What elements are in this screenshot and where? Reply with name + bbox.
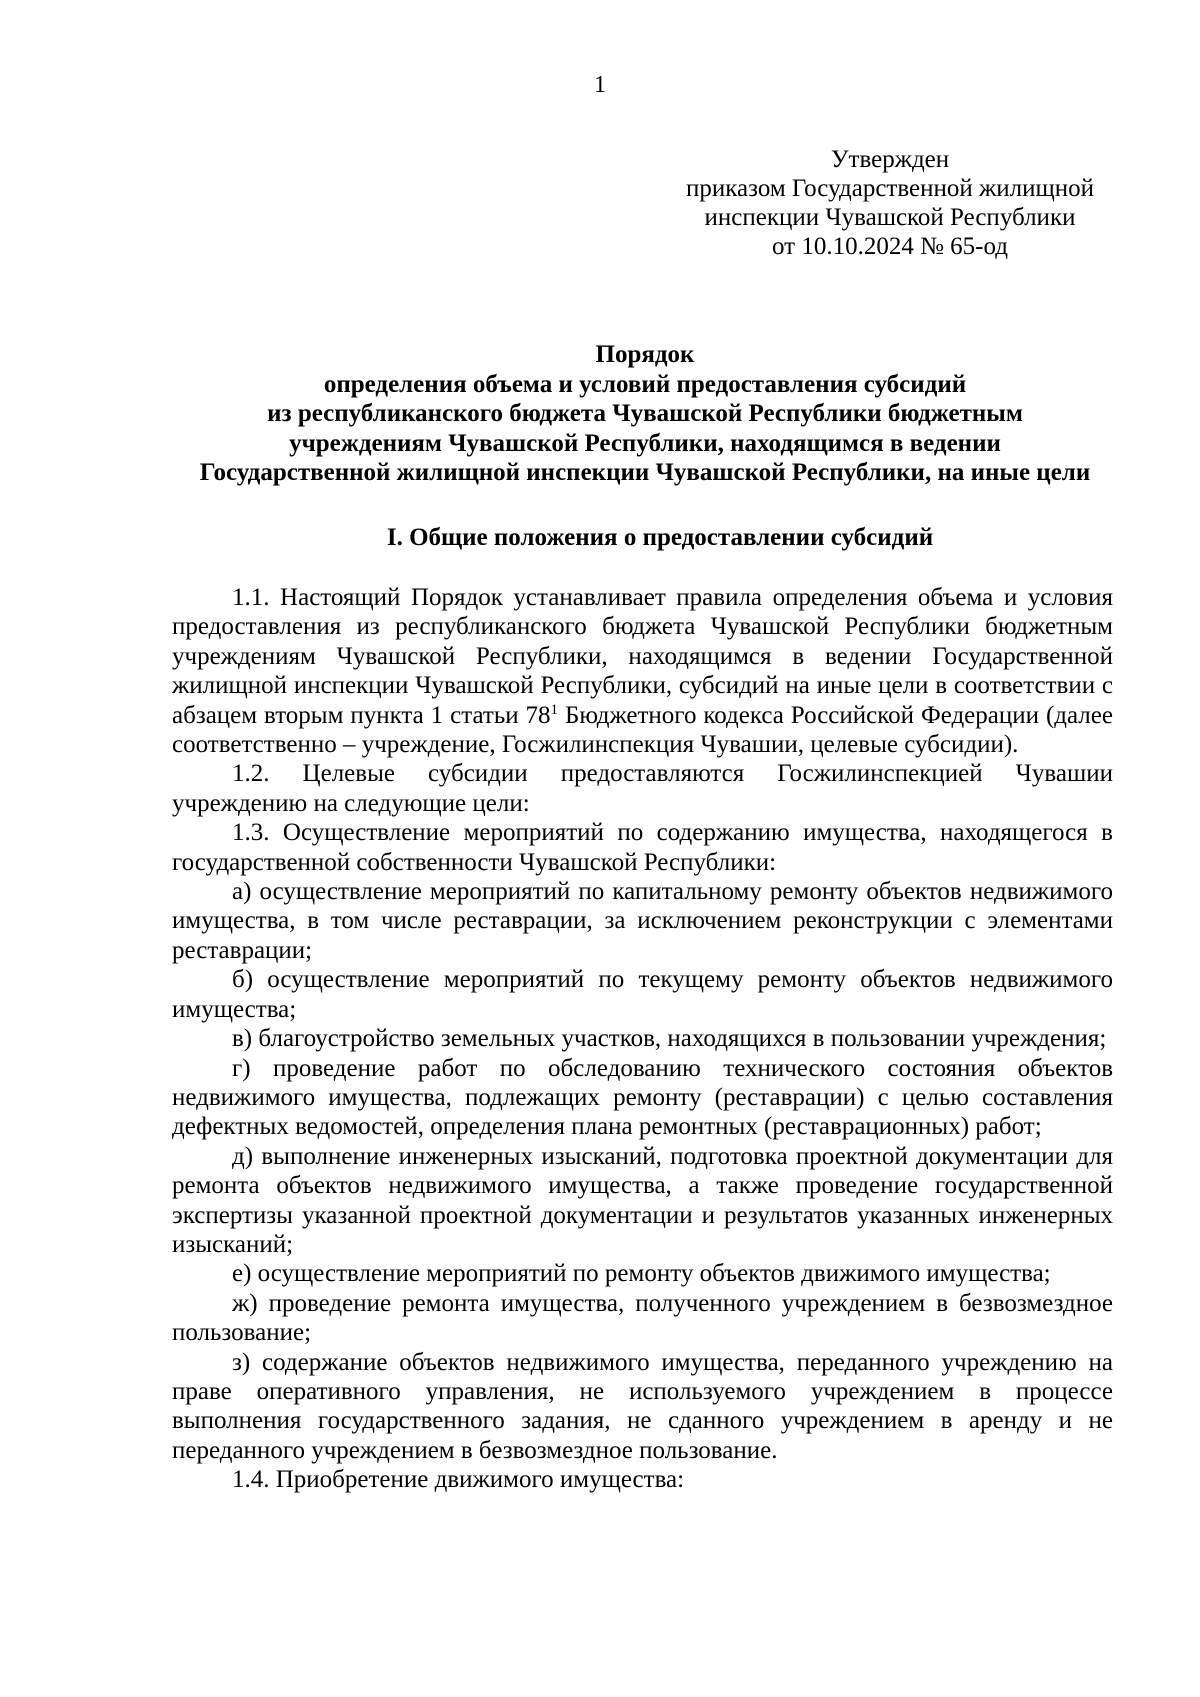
list-item-zh: ж) проведение ремонта имущества, полученного учреждением в безвозмездное пользование; [172,1289,1113,1347]
list-item-d: д) выполнение инженерных изысканий, подготовка проектной документации для ремонта объектов недвижимого имущества, а также проведение государственной экспертизы указанной проектной документации и результатов указанных инженерных изысканий; [172,1142,1113,1258]
paragraph-1-2: 1.2. Целевые субсидии предоставляются Госжилинспекцией Чувашии учреждению на следующие цели: [172,760,1113,817]
approval-line: от 10.10.2024 № 65-од [771,233,1009,260]
approval-line: инспекции Чувашской Республики [704,204,1076,231]
list-item-e: е) осуществление мероприятий по ремонту объектов движимого имущества; [232,1260,1051,1288]
title-line: Порядок [595,341,695,368]
section-heading: I. Общие положения о предоставлении субсидий [386,524,934,551]
list-item-g: г) проведение работ по обследованию технического состояния объектов недвижимого имущества, подлежащих ремонту (реставрации) с целью составления дефектных ведомостей, определения плана ремонтных (реставрационных) работ; [172,1054,1113,1141]
title-line: учреждениям Чувашской Республики, находящимся в ведении [289,429,1001,457]
document-title [150,340,1140,488]
title-line: Государственной жилищной инспекции Чувашской Республики, на иные цели [199,459,1091,486]
list-item-a: а) осуществление мероприятий по капитальному ремонту объектов недвижимого имущества, в том числе реставрации, за исключением реконструкции с элементами реставрации; [172,878,1113,964]
list-item-b: б) осуществление мероприятий по текущему ремонту объектов недвижимого имущества; [172,966,1113,1023]
title-line: из республиканского бюджета Чувашской Республики бюджетным [267,400,1023,427]
paragraph-1-4: 1.4. Приобретение движимого имущества: [232,1466,685,1494]
paragraph-1-3: 1.3. Осуществление мероприятий по содержанию имущества, находящегося в государственной собственности Чувашской Республики: [172,819,1113,876]
title-line: определения объема и условий предоставления субсидий [323,370,967,398]
list-item-z: з) содержание объектов недвижимого имущества, переданного учреждению на праве оперативного управления, не используемого учреждением в процессе выполнения государственного задания, не сданного учреждением в аренду и не переданного учреждением в безвозмездное пользование. [172,1348,1113,1464]
document-body [172,583,1113,1495]
superscript: 1 [550,701,559,718]
approval-stamp-block [640,145,1140,261]
approval-line: приказом Государственной жилищной [685,175,1094,202]
list-item-v: в) благоустройство земельных участков, находящихся в пользовании учреждения; [232,1025,1107,1053]
paragraph-1-1: 1.1. Настоящий Порядок устанавливает правила определения объема и условия предоставления из республиканского бюджета Чувашской Республики бюджетным учреждениям Чувашской Республики, находящимся в ведении Государственной жилищной инспекции Чувашской Республики, субсидий на иные цели в соответствии с абзацем вторым пункта 1 статьи $78^1$ Бюджетного кодекса Российской Федерации (далее соответственно – учреждение, Госжилинспекция Чувашии, целевые субсидии). [172,584,1113,759]
page-number: 1 [594,72,606,98]
approval-line: Утвержден [830,146,950,173]
